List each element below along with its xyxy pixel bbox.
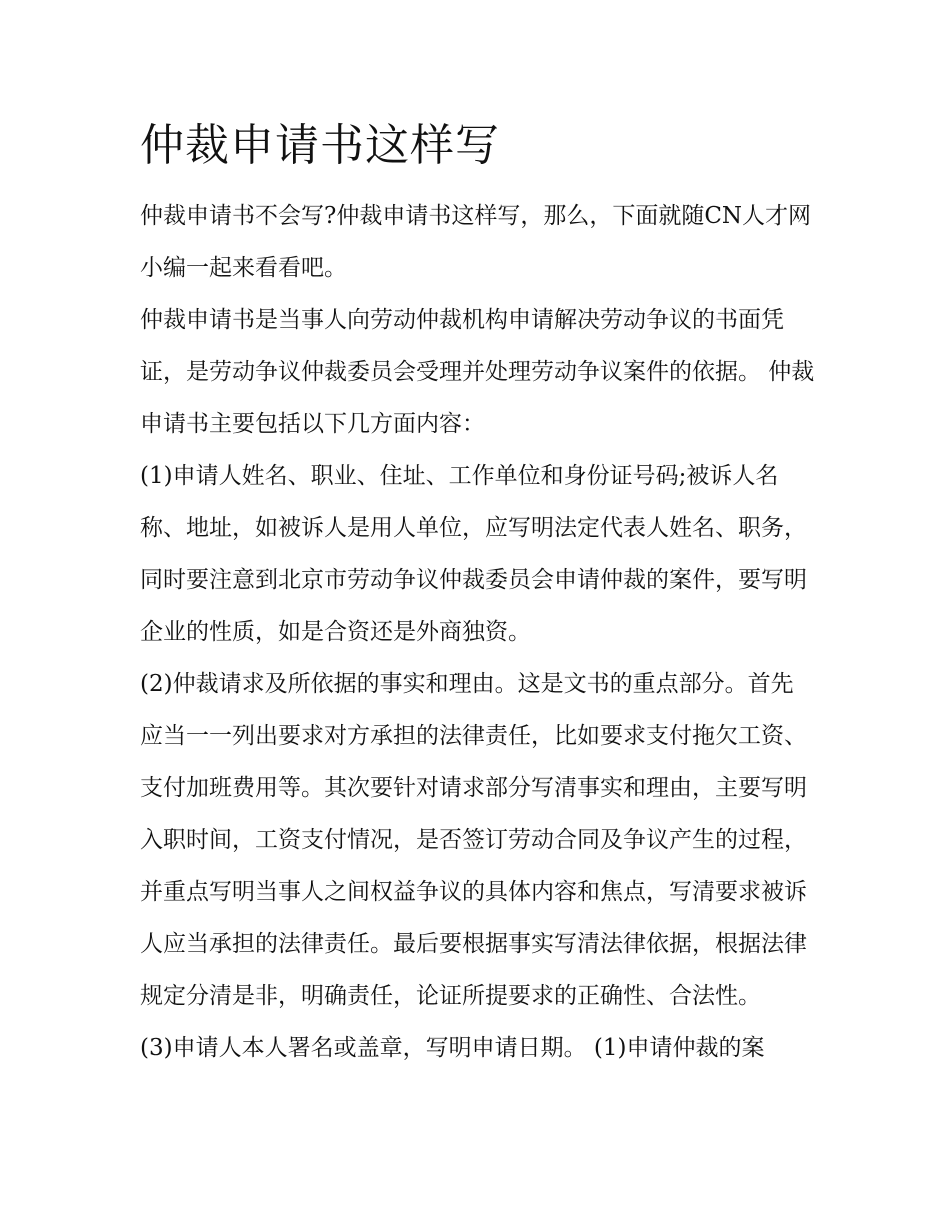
item-3-paragraph: (3)申请人本人署名或盖章，写明申请日期。 (1)申请仲裁的案 [140,1035,765,1061]
document-page [140,112,815,1074]
item-1-paragraph: (1)申请人姓名、职业、住址、工作单位和身份证号码;被诉人名称、地址，如被诉人是用人单位，应写明法定代表人姓名、职务，同时要注意到北京市劳动争议仲裁委员会申请仲裁的案件，要写明企业的性质，如是合资还是外商独资。 [140,463,807,645]
definition-paragraph: 仲裁申请书是当事人向劳动仲裁机构申请解决劳动争议的书面凭证，是劳动争议仲裁委员会受理并处理劳动争议案件的依据。 仲裁申请书主要包括以下几方面内容： [140,307,815,437]
document-title: 仲裁申请书这样写 [140,120,500,171]
intro-paragraph: 仲裁申请书不会写?仲裁申请书这样写，那么，下面就随CN人才网小编一起来看看吧。 [140,203,812,281]
item-2-paragraph: (2)仲裁请求及所依据的事实和理由。这是文书的重点部分。首先应当一一列出要求对方承担的法律责任，比如要求支付拖欠工资、支付加班费用等。其次要针对请求部分写清事实和理由，主要写明入职时间，工资支付情况，是否签订劳动合同及争议产生的过程，并重点写明当事人之间权益争议的具体内容和焦点，写清要求被诉人应当承担的法律责任。最后要根据事实写清法律依据，根据法律规定分清是非，明确责任，论证所提要求的正确性、合法性。 [140,671,807,1009]
